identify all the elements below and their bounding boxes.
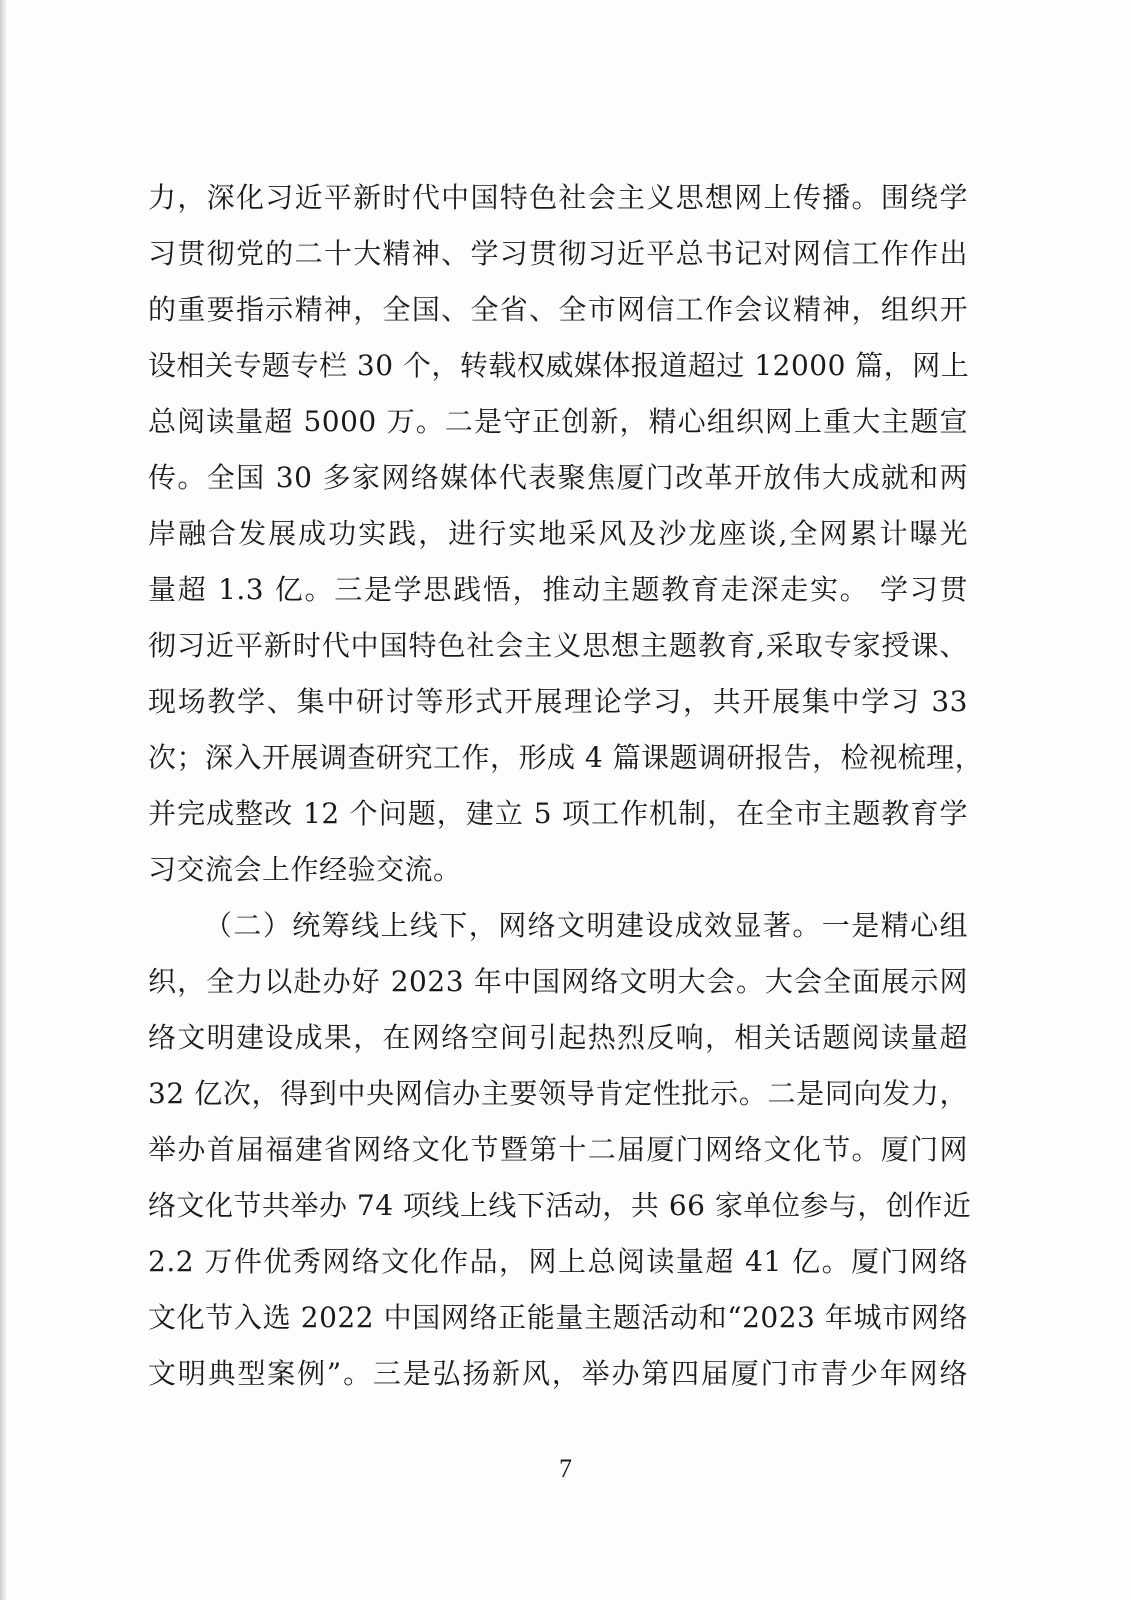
text-line: 文化节入选 2022 中国网络正能量主题活动和“2023 年城市网络 xyxy=(148,1301,968,1334)
text-line: 习贯彻党的二十大精神、学习贯彻习近平总书记对网信工作作出 xyxy=(148,237,968,270)
text-line: 举办首届福建省网络文化节暨第十二届厦门网络文化节。厦门网 xyxy=(148,1133,968,1166)
text-line: 络文化节共举办 74 项线上线下活动，共 66 家单位参与，创作近 xyxy=(148,1189,972,1222)
text-line: 现场教学、集中研讨等形式开展理论学习，共开展集中学习 33 xyxy=(148,685,968,718)
text-line-indented: （二）统筹线上线下，网络文明建设成效显著。一是精心组 xyxy=(204,909,968,942)
text-line: 络文明建设成果，在网络空间引起热烈反响，相关话题阅读量超 xyxy=(148,1021,968,1054)
page-number: 7 xyxy=(559,1454,572,1483)
text-line: 力，深化习近平新时代中国特色社会主义思想网上传播。围绕学 xyxy=(148,181,968,214)
text-line: 并完成整改 12 个问题，建立 5 项工作机制，在全市主题教育学 xyxy=(148,797,968,830)
text-line: 次；深入开展调查研究工作，形成 4 篇课题调研报告，检视梳理， xyxy=(148,741,984,774)
body-text xyxy=(148,170,984,1402)
text-line: 2.2 万件优秀网络文化作品，网上总阅读量超 41 亿。厦门网络 xyxy=(148,1245,968,1278)
text-line: 量超 1.3 亿。三是学思践悟，推动主题教育走深走实。 学习贯 xyxy=(148,573,968,606)
page-edge-shadow xyxy=(0,0,6,1600)
text-line: 设相关专题专栏 30 个，转载权威媒体报道超过 12000 篇，网上 xyxy=(148,349,970,382)
text-line: 总阅读量超 5000 万。二是守正创新，精心组织网上重大主题宣 xyxy=(148,405,968,438)
text-line: 织，全力以赴办好 2023 年中国网络文明大会。大会全面展示网 xyxy=(148,965,968,998)
text-line: 岸融合发展成功实践，进行实地采风及沙龙座谈,全网累计曝光 xyxy=(148,517,968,550)
text-line: 32 亿次，得到中央网信办主要领导肯定性批示。二是同向发力， xyxy=(148,1077,968,1110)
text-line: 彻习近平新时代中国特色社会主义思想主题教育,采取专家授课、 xyxy=(148,629,968,662)
text-line: 的重要指示精神，全国、全省、全市网信工作会议精神，组织开 xyxy=(148,293,968,326)
text-line: 习交流会上作经验交流。 xyxy=(148,853,462,886)
text-line: 文明典型案例”。三是弘扬新风，举办第四届厦门市青少年网络 xyxy=(148,1357,968,1390)
text-line: 传。全国 30 多家网络媒体代表聚焦厦门改革开放伟大成就和两 xyxy=(148,461,968,494)
